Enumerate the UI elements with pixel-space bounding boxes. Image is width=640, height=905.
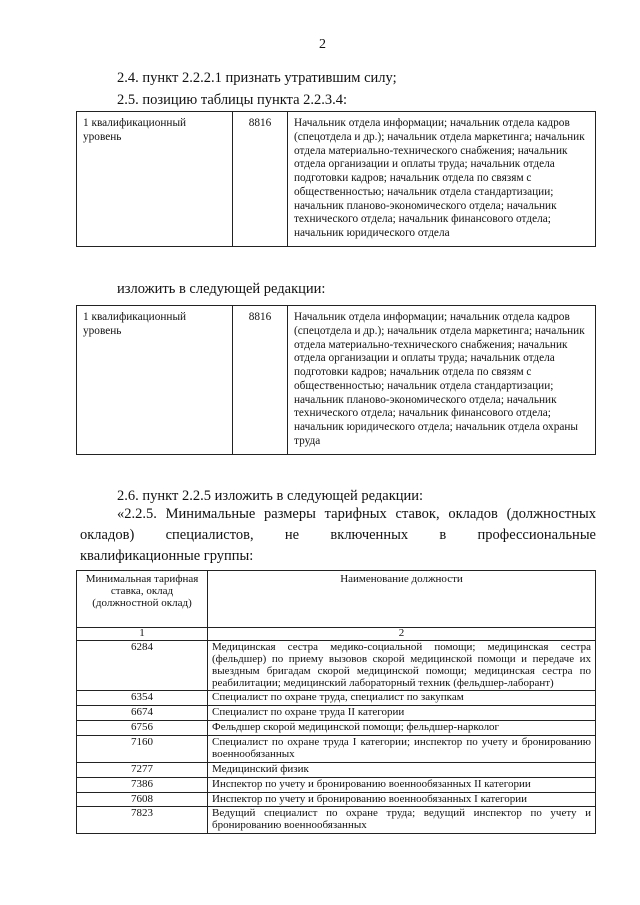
- position-names: Ведущий специалист по охране труда; ведущий инспектор по учету и бронированию военнообязанных: [208, 807, 596, 834]
- table-row: [77, 721, 596, 736]
- old-position-table: [76, 111, 596, 247]
- salary-value: 6674: [77, 706, 208, 721]
- qualification-level-cell: 1 квалификационный уровень: [77, 112, 233, 247]
- table-row: [77, 640, 596, 691]
- page-number: 2: [319, 37, 326, 52]
- salary-value: 7608: [77, 792, 208, 807]
- table-row: [77, 792, 596, 807]
- salary-value: 6354: [77, 691, 208, 706]
- position-names: Специалист по охране труда II категории: [208, 706, 596, 721]
- column-number: 1: [77, 628, 208, 641]
- salary-cell: 8816: [233, 306, 288, 455]
- paragraph-line: «2.2.5. Минимальные размеры тарифных ставок, окладов (должностных: [117, 506, 596, 522]
- paragraph-line: квалификационные группы:: [80, 548, 254, 564]
- paragraph-2-5: 2.5. позицию таблицы пункта 2.2.3.4:: [117, 92, 348, 108]
- position-names: Медицинская сестра медико-социальной помощи; медицинская сестра (фельдшер) по приему вызовов скорой медицинской помощи и передаче их выездным бригадам скорой медицинской помощи; медицинская сестра по реабилитации; медицинский лабораторный техник (фельдшер-лаборант): [208, 640, 596, 691]
- table-row: [77, 706, 596, 721]
- position-names: Инспектор по учету и бронированию военнообязанных II категории: [208, 777, 596, 792]
- positions-cell: Начальник отдела информации; начальник отдела кадров (спецотдела и др.); начальник отдела маркетинга; начальник отдела материально-технического снабжения; начальник отдела организации и оплаты труда; начальник отдела подготовки кадров; начальник отдела по связям с общественностью; начальник отдела стандартизации; начальник планово-экономического отдела; начальник технического отдела; начальник финансового отдела; начальник юридического отдела: [288, 112, 596, 247]
- table-row: [77, 807, 596, 834]
- salary-value: 7160: [77, 736, 208, 763]
- table-row: [77, 691, 596, 706]
- positions-cell: Начальник отдела информации; начальник отдела кадров (спецотдела и др.); начальник отдела маркетинга; начальник отдела материально-технического снабжения; начальник отдела организации и оплаты труда; начальник отдела подготовки кадров; начальник отдела по связям с общественностью; начальник отдела стандартизации; начальник планово-экономического отдела; начальник технического отдела; начальник финансового отдела; начальник юридического отдела; начальник отдела охраны труда: [288, 306, 596, 455]
- position-names: Медицинский физик: [208, 762, 596, 777]
- position-names: Инспектор по учету и бронированию военнообязанных I категории: [208, 792, 596, 807]
- salary-table: [76, 570, 596, 834]
- paragraph-2-4: 2.4. пункт 2.2.2.1 признать утратившим силу;: [117, 70, 397, 86]
- salary-value: 7277: [77, 762, 208, 777]
- salary-cell: 8816: [233, 112, 288, 247]
- table-header-row: [77, 571, 596, 628]
- table-row: [77, 112, 596, 247]
- table-row: [77, 777, 596, 792]
- qualification-level-cell: 1 квалификационный уровень: [77, 306, 233, 455]
- paragraph-line: окладов) специалистов, не включенных в профессиональные: [80, 527, 596, 543]
- paragraph-2-2-5: [80, 504, 596, 567]
- table-row: [77, 736, 596, 763]
- column-number-row: [77, 628, 596, 641]
- salary-value: 7386: [77, 777, 208, 792]
- header-salary: Минимальная тарифная ставка, оклад (должностной оклад): [77, 571, 208, 628]
- position-names: Специалист по охране труда I категории; инспектор по учету и бронированию военнообязанных: [208, 736, 596, 763]
- salary-value: 6284: [77, 640, 208, 691]
- table-row: [77, 762, 596, 777]
- column-number: 2: [208, 628, 596, 641]
- paragraph-2-6: 2.6. пункт 2.2.5 изложить в следующей редакции:: [117, 488, 424, 504]
- header-position: Наименование должности: [208, 571, 596, 628]
- change-intro: изложить в следующей редакции:: [117, 281, 326, 297]
- position-names: Специалист по охране труда, специалист по закупкам: [208, 691, 596, 706]
- salary-value: 6756: [77, 721, 208, 736]
- position-names: Фельдшер скорой медицинской помощи; фельдшер-нарколог: [208, 721, 596, 736]
- new-position-table: [76, 305, 596, 455]
- table-row: [77, 306, 596, 455]
- salary-value: 7823: [77, 807, 208, 834]
